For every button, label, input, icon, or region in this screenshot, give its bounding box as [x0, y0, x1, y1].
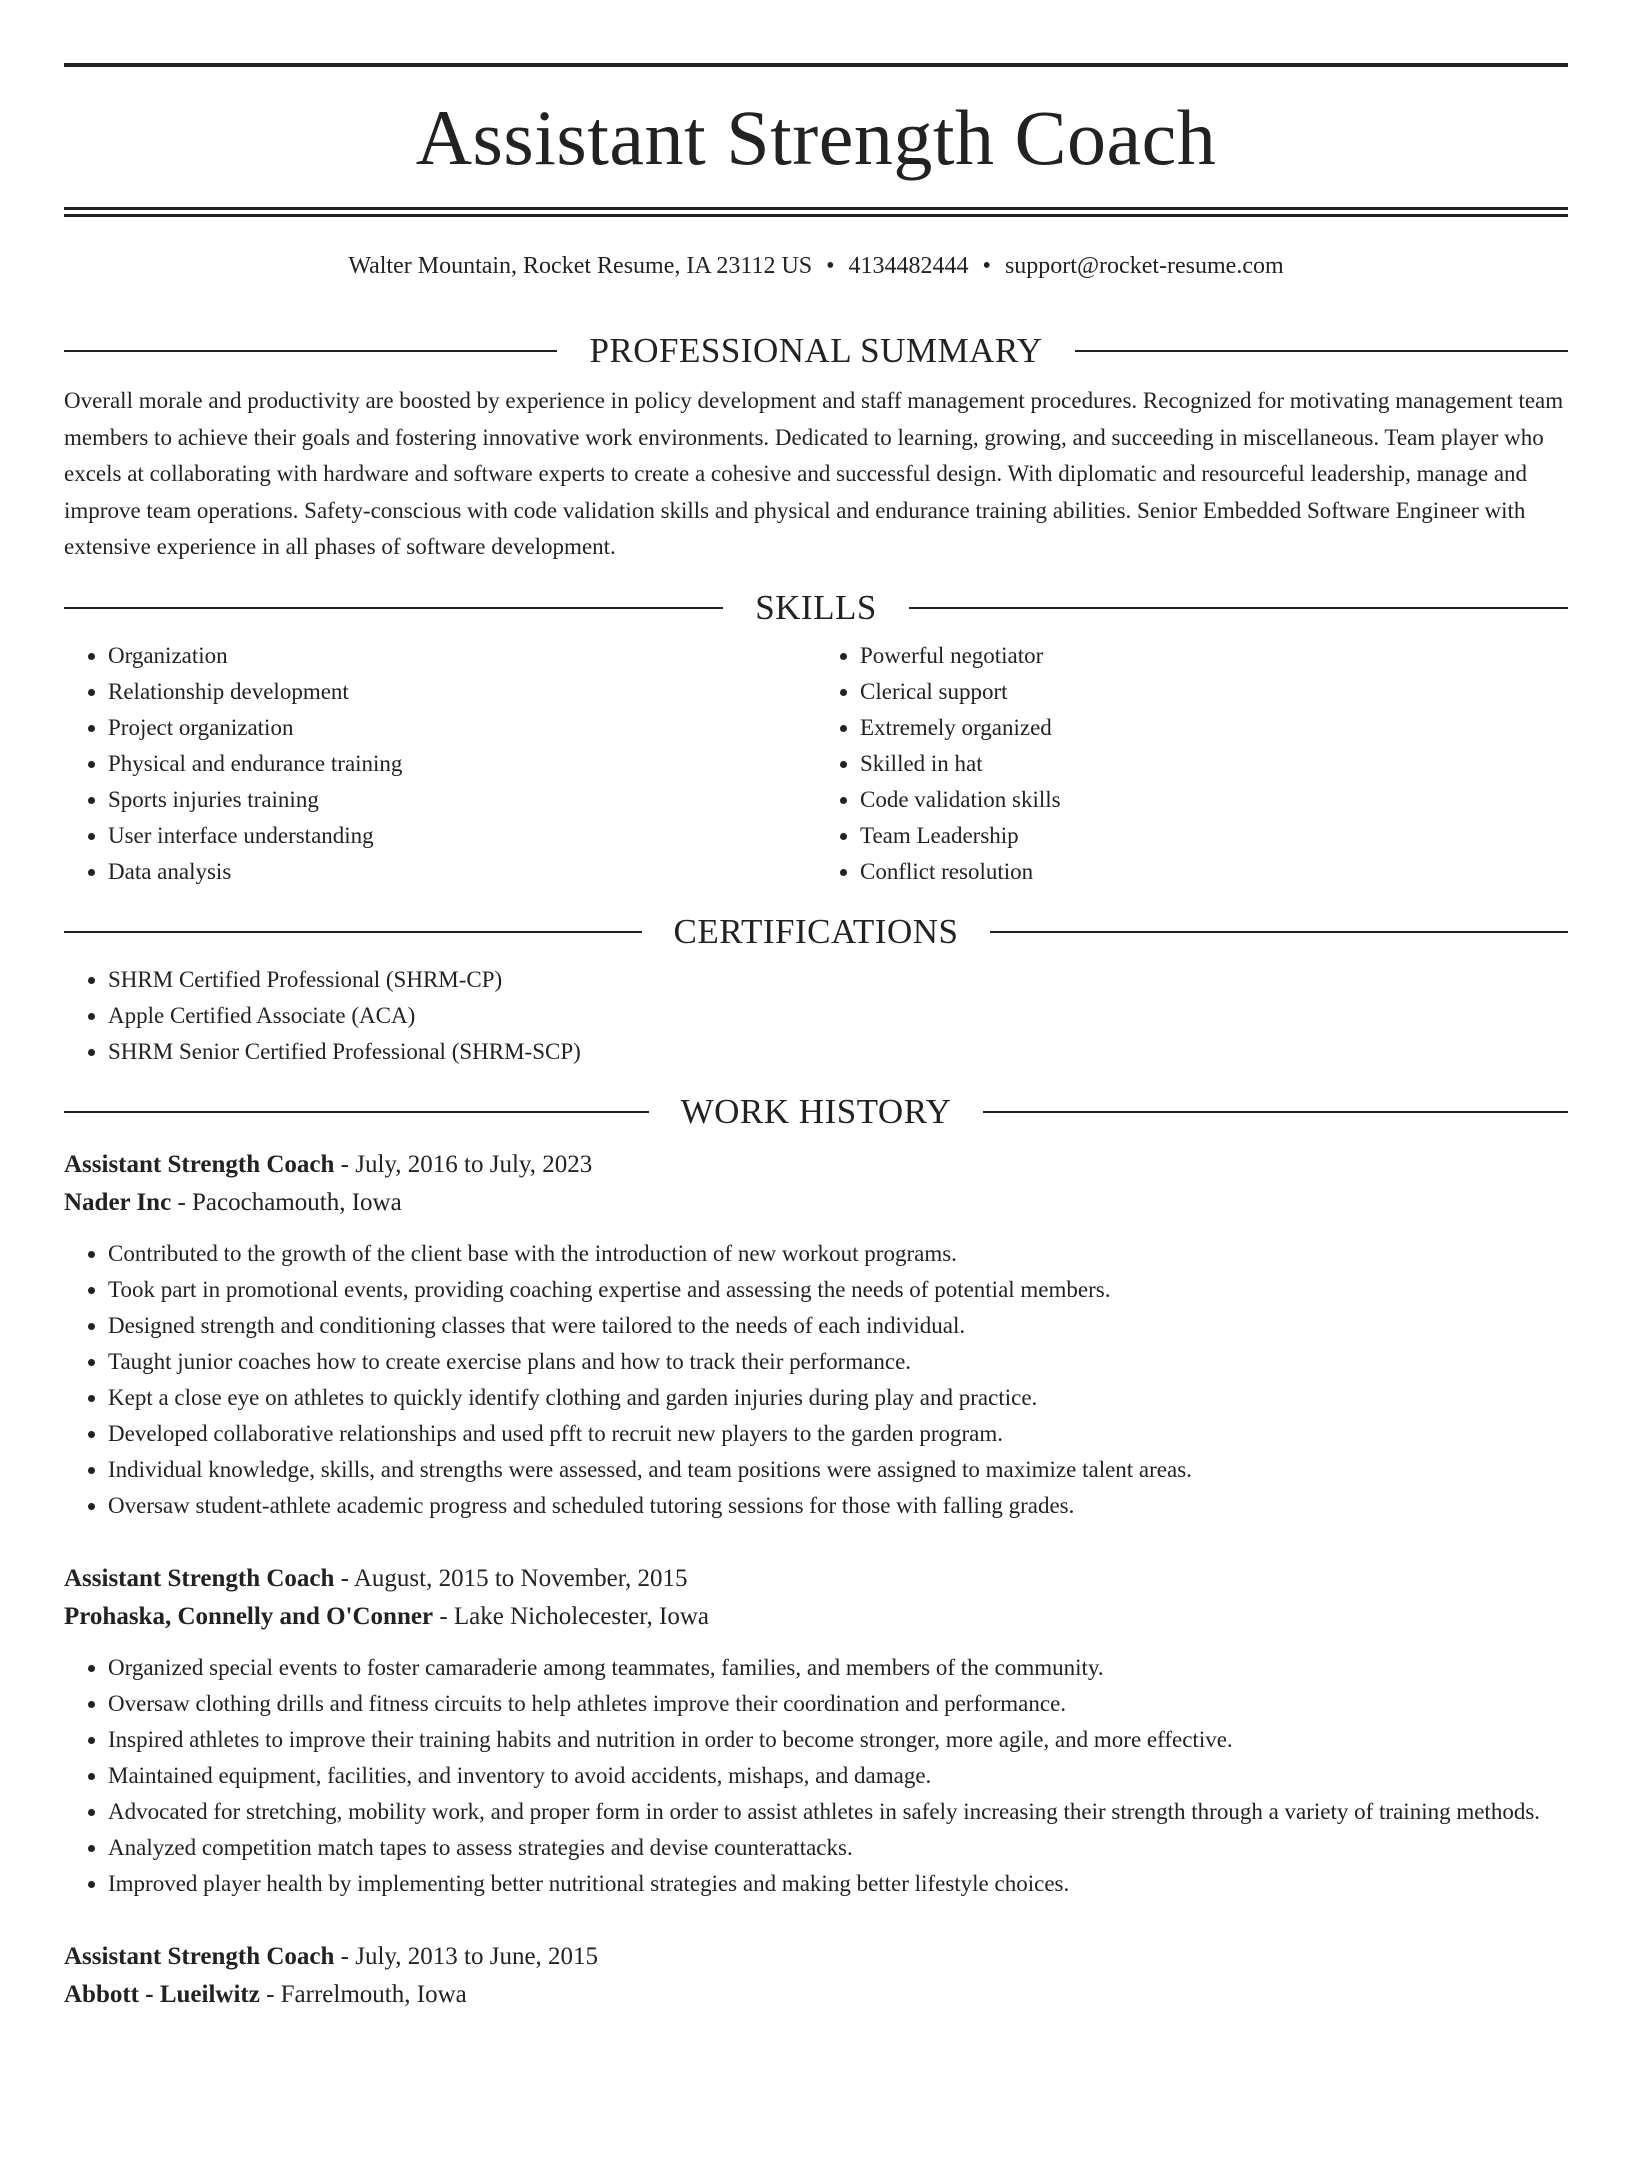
job-bullet: • Analyzed competition match tapes to assess strategies and devise counterattacks.: [108, 1830, 1568, 1866]
job-title: Assistant Strength Coach: [64, 1942, 335, 1970]
job-bullet: • Took part in promotional events, providing coaching expertise and assessing the needs of potential members.: [108, 1272, 1568, 1308]
heading-rule-left: [64, 607, 723, 609]
skill-item: • Data analysis: [108, 854, 816, 890]
job-entry: [64, 1560, 1568, 1902]
job-bullet: • Oversaw student-athlete academic progress and scheduled tutoring sessions for those with falling grades.: [108, 1488, 1568, 1524]
heading-rule-right: [1075, 350, 1568, 352]
heading-rule-right: [983, 1111, 1568, 1113]
summary-heading-label: PROFESSIONAL SUMMARY: [589, 331, 1043, 370]
resume-page: [0, 63, 1632, 2175]
job-company: Nader Inc: [64, 1188, 172, 1216]
skills-heading-label: SKILLS: [755, 587, 877, 627]
job-company-line: Nader Inc - Pacochamouth, Iowa: [64, 1188, 402, 1216]
skill-item: • Conflict resolution: [860, 854, 1568, 890]
job-bullet: • Oversaw clothing drills and fitness circuits to help athletes improve their coordination and performance.: [108, 1686, 1568, 1722]
job-bullet: • Taught junior coaches how to create exercise plans and how to track their performance.: [108, 1344, 1568, 1380]
skill-item: • Relationship development: [108, 674, 816, 710]
skill-item: • Physical and endurance training: [108, 746, 816, 782]
job-bullet: • Individual knowledge, skills, and strengths were assessed, and team positions were assigned to maximize talent areas.: [108, 1452, 1568, 1488]
skill-item: • Powerful negotiator: [860, 638, 1568, 674]
skill-item: • Code validation skills: [860, 782, 1568, 818]
job-bullets: [64, 1650, 1568, 1902]
job-bullet: • Developed collaborative relationships and used pfft to recruit new players to the garden program.: [108, 1416, 1568, 1452]
job-title-line: Assistant Strength Coach - July, 2016 to July, 2023: [64, 1150, 593, 1178]
skill-item: • Organization: [108, 638, 816, 674]
job-dates: July, 2013 to June, 2015: [355, 1942, 599, 1970]
job-entry: [64, 1146, 1568, 1524]
contact-email: support@rocket-resume.com: [1004, 253, 1284, 279]
job-bullet: • Designed strength and conditioning classes that were tailored to the needs of each individual.: [108, 1308, 1568, 1344]
summary-heading: [64, 331, 1568, 371]
skills-list-right: [816, 638, 1568, 890]
skills-list-left: [64, 638, 816, 890]
certifications-heading-label: CERTIFICATIONS: [673, 911, 959, 951]
job-company-line: Prohaska, Connelly and O'Conner - Lake Nicholecester, Iowa: [64, 1602, 710, 1630]
skill-item: • Project organization: [108, 710, 816, 746]
certification-item: • Apple Certified Associate (ACA): [108, 998, 1568, 1034]
job-bullet: • Maintained equipment, facilities, and inventory to avoid accidents, mishaps, and damage.: [108, 1758, 1568, 1794]
heading-rule-left: [64, 931, 642, 933]
job-title: Assistant Strength Coach: [64, 1564, 335, 1592]
certification-item: • SHRM Senior Certified Professional (SHRM-SCP): [108, 1034, 1568, 1070]
contact-address: Walter Mountain, Rocket Resume, IA 23112 US: [348, 253, 813, 279]
resume-title: Assistant Strength Coach: [415, 94, 1217, 181]
job-dates: July, 2016 to July, 2023: [355, 1150, 593, 1178]
certifications-heading: [64, 912, 1568, 952]
job-entry: [64, 1938, 1568, 2014]
skill-item: • Team Leadership: [860, 818, 1568, 854]
skills-heading: [64, 588, 1568, 628]
summary-text: Overall morale and productivity are boosted by experience in policy development and staff management procedures. Recognized for motivating management team members to achieve their goals and fostering innovative work environments. Dedicated to learning, growing, and succeeding in miscellaneous. Team player who excels at collaborating with hardware and software experts to create a cohesive and successful design. With diplomatic and resourceful leadership, manage and improve team operations. Safety-conscious with code validation skills and physical and endurance training abilities. Senior Embedded Software Engineer with extensive experience in all phases of software development.: [64, 388, 1564, 559]
job-title-line: Assistant Strength Coach - July, 2013 to June, 2015: [64, 1942, 599, 1970]
job-company-line: Abbott - Lueilwitz - Farrelmouth, Iowa: [64, 1980, 467, 2008]
job-company: Prohaska, Connelly and O'Conner: [64, 1602, 434, 1630]
heading-rule-right: [909, 607, 1568, 609]
heading-rule-left: [64, 1111, 649, 1113]
work-heading: [64, 1092, 1568, 1132]
job-bullet: • Advocated for stretching, mobility work, and proper form in order to assist athletes in safely increasing their strength through a variety of training methods.: [108, 1794, 1568, 1830]
job-location: Pacochamouth, Iowa: [192, 1188, 402, 1216]
top-rule: [64, 63, 1568, 67]
work-heading-label: WORK HISTORY: [680, 1091, 952, 1131]
skill-item: • Sports injuries training: [108, 782, 816, 818]
contact-line: [64, 253, 1568, 293]
job-bullet: • Inspired athletes to improve their training habits and nutrition in order to become stronger, more agile, and more effective.: [108, 1722, 1568, 1758]
skill-item: • Clerical support: [860, 674, 1568, 710]
job-company: Abbott - Lueilwitz: [64, 1980, 260, 2008]
job-location: Lake Nicholecester, Iowa: [453, 1602, 710, 1630]
skill-item: • Skilled in hat: [860, 746, 1568, 782]
skill-item: • Extremely organized: [860, 710, 1568, 746]
job-bullets: [64, 1236, 1568, 1524]
job-bullet: • Improved player health by implementing better nutritional strategies and making better lifestyle choices.: [108, 1866, 1568, 1902]
job-title-line: Assistant Strength Coach - August, 2015 to November, 2015: [64, 1564, 688, 1592]
heading-rule-right: [990, 931, 1568, 933]
contact-separator: •: [982, 253, 991, 279]
title-double-rule: [64, 207, 1568, 217]
job-bullet: • Organized special events to foster camaraderie among teammates, families, and members of the community.: [108, 1650, 1568, 1686]
job-bullet: • Kept a close eye on athletes to quickly identify clothing and garden injuries during play and practice.: [108, 1380, 1568, 1416]
certifications-list: [64, 962, 1568, 1070]
job-dates: August, 2015 to November, 2015: [353, 1564, 688, 1592]
job-location: Farrelmouth, Iowa: [280, 1980, 467, 2008]
job-bullet: • Contributed to the growth of the client base with the introduction of new workout programs.: [108, 1236, 1568, 1272]
skill-item: • User interface understanding: [108, 818, 816, 854]
contact-phone: 4134482444: [848, 253, 969, 279]
certification-item: • SHRM Certified Professional (SHRM-CP): [108, 962, 1568, 998]
job-title: Assistant Strength Coach: [64, 1150, 335, 1178]
skills-columns: [64, 638, 1568, 890]
heading-rule-left: [64, 350, 557, 352]
contact-separator: •: [826, 253, 835, 279]
